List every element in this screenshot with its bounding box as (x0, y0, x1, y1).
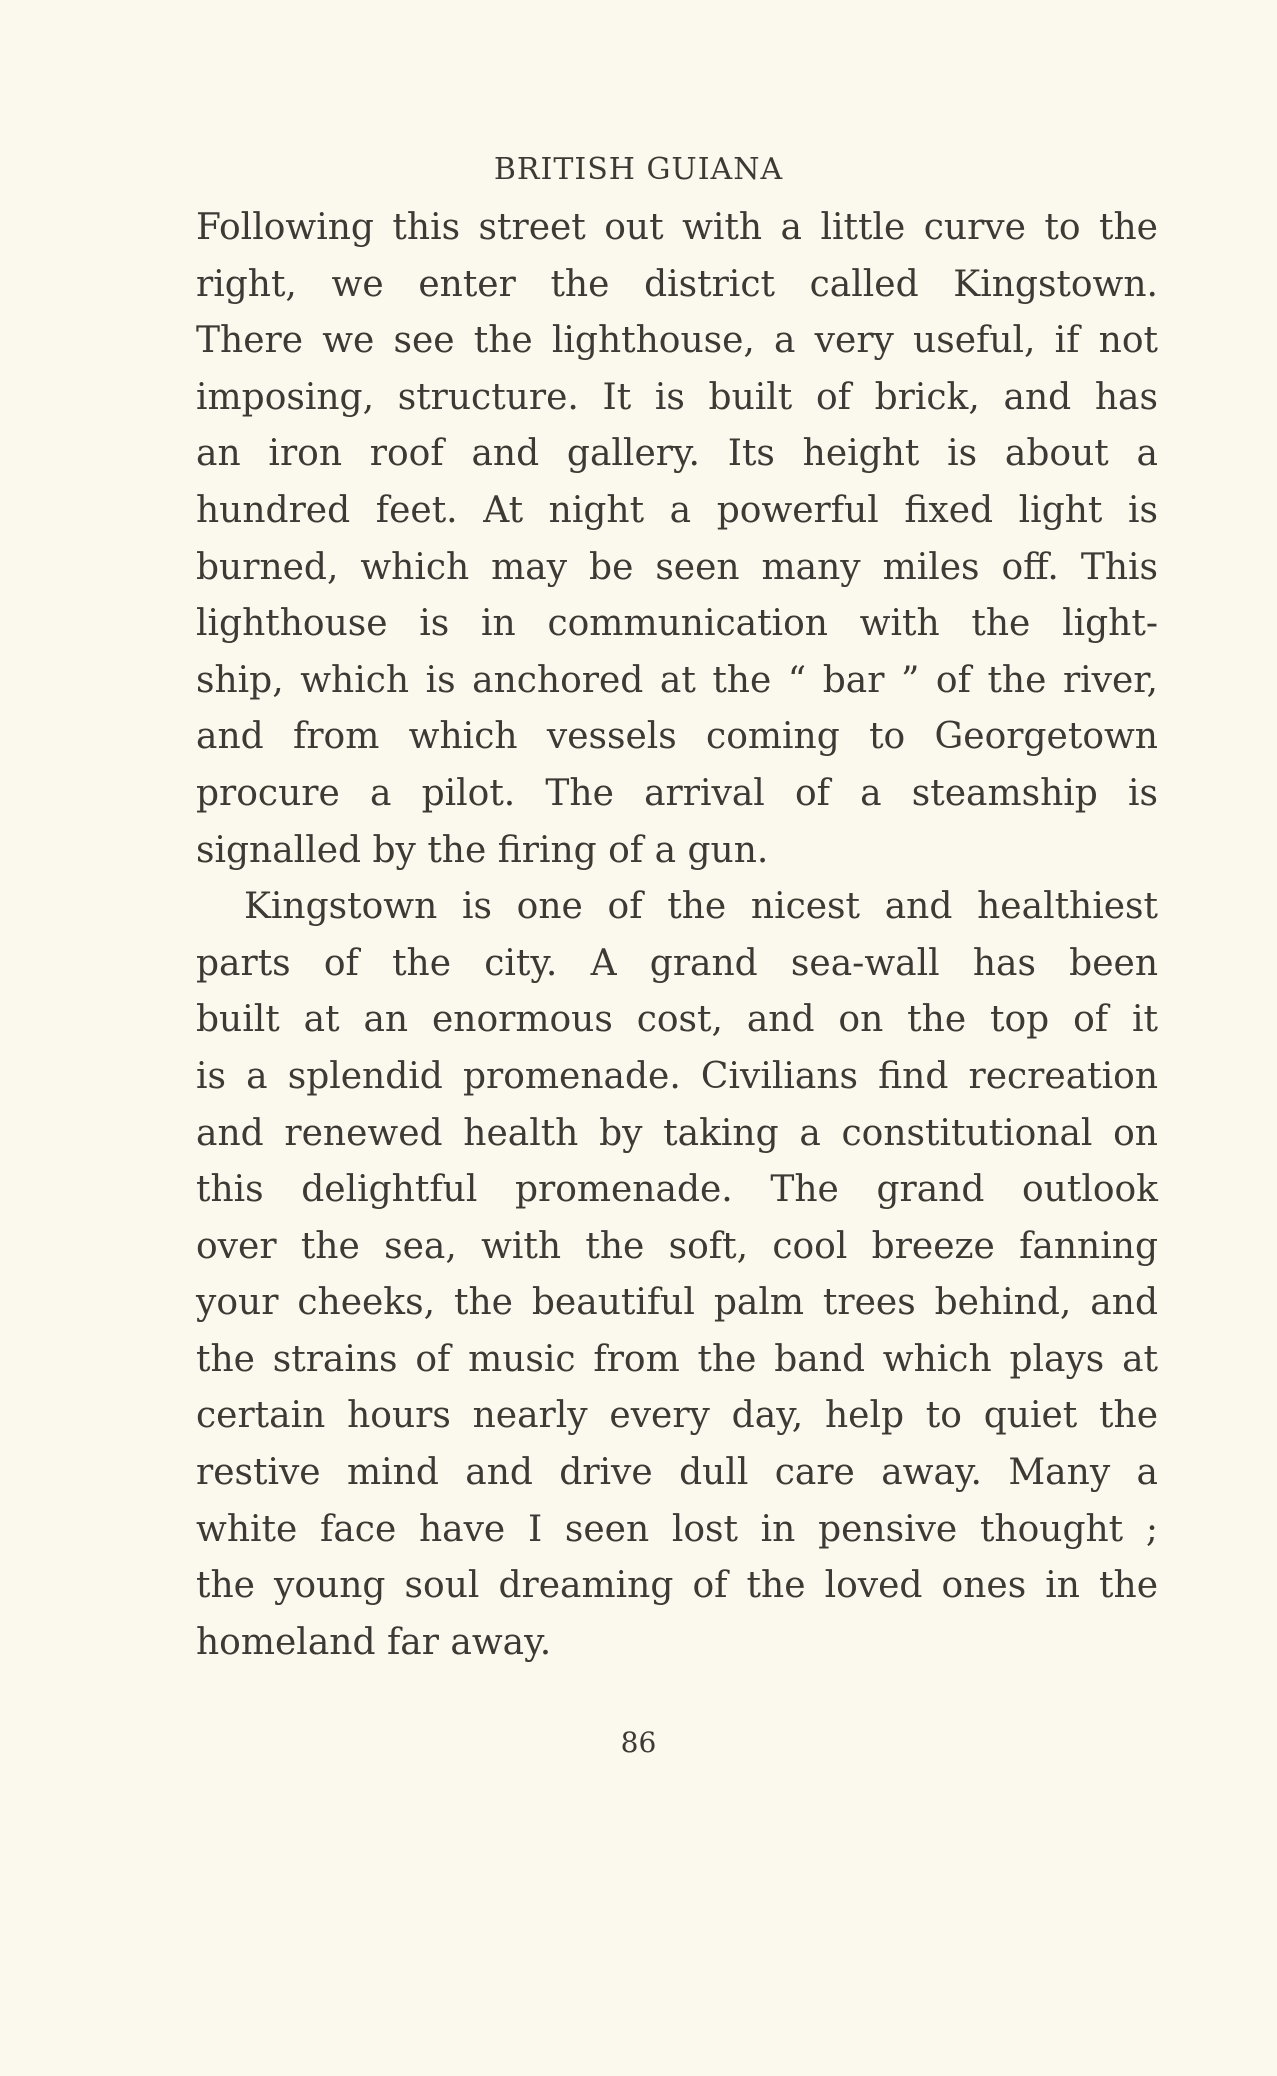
paragraph-1 (196, 200, 1158, 879)
text-line: burned, which may be seen many miles off. This (196, 546, 1158, 588)
text-line: lighthouse is in communication with the light- (196, 603, 1158, 645)
text-line: certain hours nearly every day, help to quiet the (196, 1395, 1158, 1437)
text-line: and from which vessels coming to Georgetown (196, 716, 1158, 758)
text-line: white face have I seen lost in pensive thought ; (196, 1508, 1158, 1550)
text-line: the strains of music from the band which plays at (196, 1338, 1158, 1380)
text-line: built at an enormous cost, and on the top of it (196, 999, 1158, 1041)
text-line: right, we enter the district called Kingstown. (196, 263, 1158, 305)
text-line: is a splendid promenade. Civilians find recreation (196, 1055, 1158, 1097)
text-line: your cheeks, the beautiful palm trees behind, and (196, 1282, 1158, 1324)
text-line: an iron roof and gallery. Its height is about a (196, 433, 1158, 475)
text-line: imposing, structure. It is built of brick, and has (196, 376, 1158, 418)
text-line: Kingstown is one of the nicest and healthiest (244, 886, 1158, 928)
text-line: over the sea, with the soft, cool breeze fanning (196, 1225, 1158, 1267)
page-number: 86 (620, 1726, 657, 1759)
text-line: signalled by the firing of a gun. (196, 829, 769, 871)
text-line: There we see the lighthouse, a very useful, if not (196, 320, 1158, 362)
text-line: this delightful promenade. The grand outlook (196, 1169, 1158, 1211)
text-line: procure a pilot. The arrival of a steamship is (196, 772, 1158, 814)
text-line: homeland far away. (196, 1621, 552, 1663)
text-line: and renewed health by taking a constitutional on (196, 1112, 1158, 1154)
paragraph-2 (196, 879, 1158, 1671)
running-head: BRITISH GUIANA (493, 152, 784, 187)
text-line: hundred feet. At night a powerful fixed light is (196, 489, 1158, 531)
text-line: ship, which is anchored at the “ bar ” of the river, (196, 659, 1158, 701)
text-line: parts of the city. A grand sea-wall has been (196, 942, 1158, 984)
body-text (196, 200, 1158, 1671)
text-line: the young soul dreaming of the loved ones in the (196, 1565, 1158, 1607)
text-line: restive mind and drive dull care away. Many a (196, 1452, 1158, 1494)
text-line: Following this street out with a little curve to the (196, 207, 1158, 248)
